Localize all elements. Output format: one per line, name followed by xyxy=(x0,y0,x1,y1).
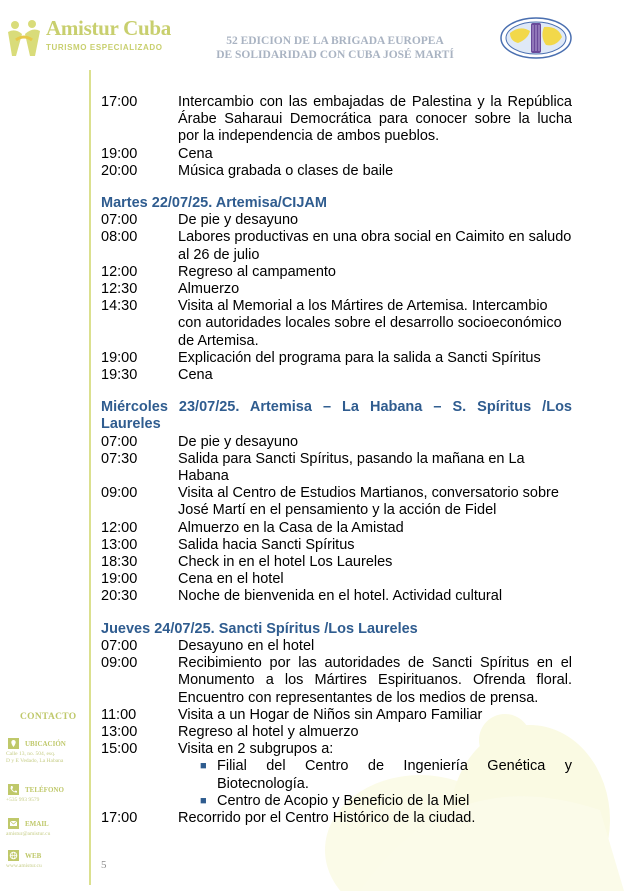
day-block-thursday xyxy=(101,621,572,827)
schedule-row xyxy=(101,741,572,758)
schedule-time: 07:00 xyxy=(101,433,138,450)
schedule-row xyxy=(101,367,572,384)
schedule-time: 19:00 xyxy=(101,145,138,162)
location-address xyxy=(6,751,63,765)
phone-label: TELÉFONO xyxy=(25,786,64,794)
bullet-item xyxy=(200,793,572,810)
schedule-time: 14:30 xyxy=(101,298,138,315)
web-value[interactable]: www.amistur.cu xyxy=(6,863,42,869)
header-title-line2: DE SOLIDARIDAD CON CUBA JOSÉ MARTÍ xyxy=(216,49,454,61)
schedule-time: 11:00 xyxy=(101,706,137,723)
schedule-time: 19:30 xyxy=(101,367,138,384)
schedule-time: 07:00 xyxy=(101,637,138,654)
schedule-row xyxy=(101,554,572,571)
schedule-time: 12:30 xyxy=(101,281,138,298)
bullet-text: Filial del Centro de Ingeniería Genética y Biotecnología. xyxy=(217,758,572,792)
bullet-item xyxy=(200,758,572,792)
schedule-time: 12:00 xyxy=(101,263,138,280)
bullet-list xyxy=(178,758,572,810)
web-label: WEB xyxy=(25,852,42,860)
brigade-emblem-icon xyxy=(500,17,572,59)
schedule-time: 08:00 xyxy=(101,229,138,246)
schedule-activity: Intercambio con las embajadas de Palestina y la República Árabe Saharaui Democrática para conocer sobre la lucha por la independencia de ambos pueblos. xyxy=(178,94,572,145)
left-vertical-rule xyxy=(89,70,91,885)
schedule-activity: Salida hacia Sancti Spíritus xyxy=(178,536,355,553)
schedule-row xyxy=(101,451,572,485)
page-number: 5 xyxy=(101,859,107,871)
schedule-row xyxy=(101,94,572,146)
schedule-row xyxy=(101,520,572,537)
schedule-activity: De pie y desayuno xyxy=(178,433,299,450)
schedule-time: 15:00 xyxy=(101,741,138,758)
schedule-row xyxy=(101,281,572,298)
schedule-activity: Almuerzo xyxy=(178,281,240,298)
schedule-row xyxy=(101,537,572,554)
envelope-icon xyxy=(8,818,19,829)
schedule-time: 13:00 xyxy=(101,723,138,740)
phone-icon xyxy=(8,784,19,795)
logo-tagline: TURISMO ESPECIALIZADO xyxy=(46,43,163,52)
company-logo xyxy=(6,16,171,62)
bullet-text: Centro de Acopio y Beneficio de la Miel xyxy=(217,792,470,809)
schedule-activity: Recibimiento por las autoridades de Sancti Spíritus en el Monumento a los Mártires Espirituanos. Ofrenda floral. Encuentro con representantes de los medios de prensa. xyxy=(178,655,572,706)
schedule-time: 18:30 xyxy=(101,554,138,571)
schedule-row xyxy=(101,229,572,263)
schedule-row xyxy=(101,298,572,350)
schedule-row xyxy=(101,724,572,741)
globe-icon xyxy=(8,850,19,861)
schedule-time: 20:00 xyxy=(101,162,138,179)
contact-heading: CONTACTO xyxy=(20,712,77,722)
header-title xyxy=(210,34,460,62)
map-pin-icon xyxy=(8,738,19,749)
schedule-activity: Regreso al hotel y almuerzo xyxy=(178,723,359,740)
schedule-activity: Visita a un Hogar de Niños sin Amparo Familiar xyxy=(178,706,483,723)
schedule-row xyxy=(101,810,572,827)
location-label: UBICACIÓN xyxy=(25,740,66,748)
schedule-activity: Visita en 2 subgrupos a: xyxy=(178,741,334,758)
schedule-time: 09:00 xyxy=(101,655,138,672)
schedule-activity: Cena xyxy=(178,145,213,162)
email-label: EMAIL xyxy=(25,820,49,828)
schedule-activity: Cena en el hotel xyxy=(178,571,284,588)
schedule-activity: Visita al Memorial a los Mártires de Artemisa. Intercambio con autoridades locales sobre el desarrollo socioeconómico de Artemisa. xyxy=(178,298,562,349)
schedule-activity: Regreso al campamento xyxy=(178,263,336,280)
schedule-time: 17:00 xyxy=(101,94,138,110)
schedule-time: 19:00 xyxy=(101,349,138,366)
schedule-row xyxy=(101,146,572,163)
schedule-time: 09:00 xyxy=(101,485,138,502)
phone-value[interactable]: +535 993 9579 xyxy=(6,797,40,803)
schedule-row xyxy=(101,264,572,281)
schedule-row xyxy=(101,707,572,724)
day-heading: Martes 22/07/25. Artemisa/CIJAM xyxy=(101,195,327,212)
schedule-time: 19:00 xyxy=(101,571,138,588)
schedule-row xyxy=(101,571,572,588)
schedule-row xyxy=(101,163,572,180)
schedule-row xyxy=(101,655,572,707)
schedule-activity: Salida para Sancti Spíritus, pasando la mañana en La Habana xyxy=(178,450,525,485)
schedule-time: 07:00 xyxy=(101,212,138,229)
day-heading: Miércoles 23/07/25. Artemisa – La Habana – S. Spíritus /Los Laureles xyxy=(101,399,572,433)
square-bullet-icon: ■ xyxy=(200,760,207,773)
schedule-activity: De pie y desayuno xyxy=(178,212,299,229)
schedule-activity: Labores productivas en una obra social en Caimito en saludo al 26 de julio xyxy=(178,229,572,263)
schedule-time: 07:30 xyxy=(101,450,138,467)
schedule-row xyxy=(101,434,572,451)
header-title-line1: 52 EDICION DE LA BRIGADA EUROPEA xyxy=(226,35,444,47)
schedule-activity: Check in en el hotel Los Laureles xyxy=(178,554,393,571)
schedule-activity: Almuerzo en la Casa de la Amistad xyxy=(178,519,404,536)
schedule-activity: Recorrido por el Centro Histórico de la ciudad. xyxy=(178,809,476,826)
schedule-activity: Noche de bienvenida en el hotel. Actividad cultural xyxy=(178,588,503,605)
location-line1: Calle 13, no. 504, esq. xyxy=(6,751,56,757)
schedule-activity: Visita al Centro de Estudios Martianos, conversatorio sobre José Martí en el pensamiento y la acción de Fidel xyxy=(178,485,559,519)
schedule-time: 20:30 xyxy=(101,588,138,605)
schedule-row xyxy=(101,212,572,229)
schedule-row xyxy=(101,485,572,519)
schedule-row xyxy=(101,638,572,655)
location-line2: D y E Vedado, La Habana xyxy=(6,758,64,764)
logo-name: Amistur Cuba xyxy=(46,16,171,40)
schedule-time: 12:00 xyxy=(101,519,138,536)
schedule-row xyxy=(101,350,572,367)
schedule-time: 13:00 xyxy=(101,536,138,553)
day-heading: Jueves 24/07/25. Sancti Spíritus /Los Laureles xyxy=(101,620,418,637)
schedule-activity: Música grabada o clases de baile xyxy=(178,162,394,179)
people-logo-icon xyxy=(6,18,42,58)
schedule-activity: Cena xyxy=(178,367,213,384)
intro-block xyxy=(101,94,572,180)
schedule-row xyxy=(101,588,572,605)
square-bullet-icon: ■ xyxy=(200,794,207,807)
schedule-activity: Desayuno en el hotel xyxy=(178,637,315,654)
day-block-tuesday xyxy=(101,195,572,384)
day-block-wednesday xyxy=(101,399,572,605)
schedule-content xyxy=(101,94,572,827)
schedule-activity: Explicación del programa para la salida a Sancti Spíritus xyxy=(178,349,541,366)
email-value[interactable]: amistur@amistur.cu xyxy=(6,831,51,837)
schedule-time: 17:00 xyxy=(101,809,138,826)
